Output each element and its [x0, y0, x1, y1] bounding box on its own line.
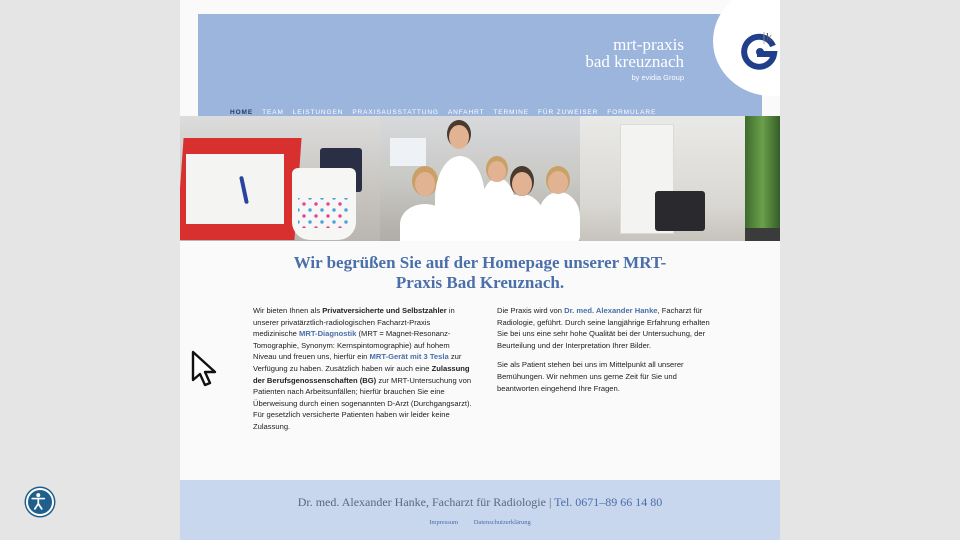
nav-item-home[interactable]: HOME: [230, 109, 254, 116]
main-navigation: [230, 109, 656, 116]
site-header: [198, 14, 772, 116]
link-mrt-diagnostik[interactable]: MRT-Diagnostik: [299, 329, 357, 339]
intro-text-left: [253, 305, 473, 441]
doctor-paragraph: Die Praxis wird von Dr. med. Alexander Hanke, Facharzt für Radiologie, geführt. Durch seine langjährige Erfahrung erhalten Sie bei uns eine sehr hohe Qualität bei der Untersuchung, der Beurteilung und der Interpretation Ihrer Bilder.: [497, 306, 710, 350]
site-footer: [180, 480, 780, 540]
nav-item-formulare[interactable]: FORMULARE: [607, 109, 657, 116]
nav-item-fuer-zuweiser[interactable]: FÜR ZUWEISER: [537, 109, 599, 116]
nav-item-leistungen[interactable]: LEISTUNGEN: [292, 109, 344, 116]
heading-line-2: Praxis Bad Kreuznach.: [395, 273, 565, 292]
highlight-bg-zulassung: Zulassung der Berufsgenossenschaften (BG): [253, 363, 470, 385]
nav-item-anfahrt[interactable]: ANFAHRT: [447, 109, 485, 116]
hero-banner-image: [180, 116, 780, 241]
brand-subtitle: by evidia Group: [631, 73, 684, 82]
heading-line-1: Wir begrüßen Sie auf der Homepage unserer MRT-: [293, 253, 667, 272]
highlight-privatversicherte: Privatversicherte und Selbstzahler: [322, 306, 447, 315]
brand-line-1: mrt-praxis: [613, 35, 684, 54]
footer-link-impressum[interactable]: Impressum: [429, 519, 459, 526]
footer-separator: |: [545, 495, 555, 509]
footer-link-datenschutz[interactable]: Datenschutzerklärung: [473, 519, 531, 526]
accessibility-figure-icon: [28, 490, 52, 514]
svg-text:k: k: [766, 30, 772, 44]
evidia-logo-icon[interactable]: [740, 30, 780, 70]
page: [180, 0, 780, 540]
accessibility-icon[interactable]: [26, 488, 54, 516]
banner-photo-team: [380, 116, 580, 241]
footer-links: [180, 519, 780, 526]
footer-contact: [180, 495, 780, 510]
brand-name[interactable]: [585, 36, 684, 82]
intro-text-right: [497, 305, 717, 402]
footer-doctor: Dr. med. Alexander Hanke, Facharzt für Radiologie: [297, 495, 546, 509]
nav-item-termine[interactable]: TERMINE: [493, 109, 529, 116]
patient-paragraph: Sie als Patient stehen bei uns im Mittelpunkt all unserer Bemühungen. Wir nehmen uns gerne Zeit für Sie und beantworten eingehend Ihre Fragen.: [497, 360, 684, 393]
brand-line-2: bad kreuznach: [585, 52, 684, 71]
link-mrt-geraet[interactable]: MRT-Gerät mit 3 Tesla: [369, 352, 449, 362]
nav-item-team[interactable]: TEAM: [262, 109, 284, 116]
intro-paragraph: Wir bieten Ihnen als Privatversicherte und Selbstzahler in unserer privatärztlich-radiologischen Facharzt-Praxis medizinische MRT-Diagnostik (MRT = Magnet-Resonanz-Tomographie, Synonym: Kernspintomographie) auf hohem Niveau und freuen uns, hierfür ein MRT-Gerät mit 3 Tesla zur Verfügung zu haben. Zusätzlich haben wir auch eine Zulassung der Berufsgenossenschaften (BG) zur MRT-Untersuchung von Patienten nach Arbeitsunfällen; hierfür brauchen Sie eine Überweisung durch einen sogenannten D-Arzt (Durchgangsarzt). Für gesetzlich versicherte Patienten haben wir leider keine Zulassung.: [253, 306, 472, 431]
welcome-heading: [280, 253, 680, 293]
link-dr-hanke[interactable]: Dr. med. Alexander Hanke: [564, 306, 658, 315]
mouse-pointer-icon: [190, 350, 222, 388]
nav-item-praxisausstattung[interactable]: PRAXISAUSSTATTUNG: [352, 109, 439, 116]
banner-photo-desk: [180, 116, 380, 241]
footer-phone-link[interactable]: Tel. 0671–89 66 14 80: [554, 495, 663, 509]
